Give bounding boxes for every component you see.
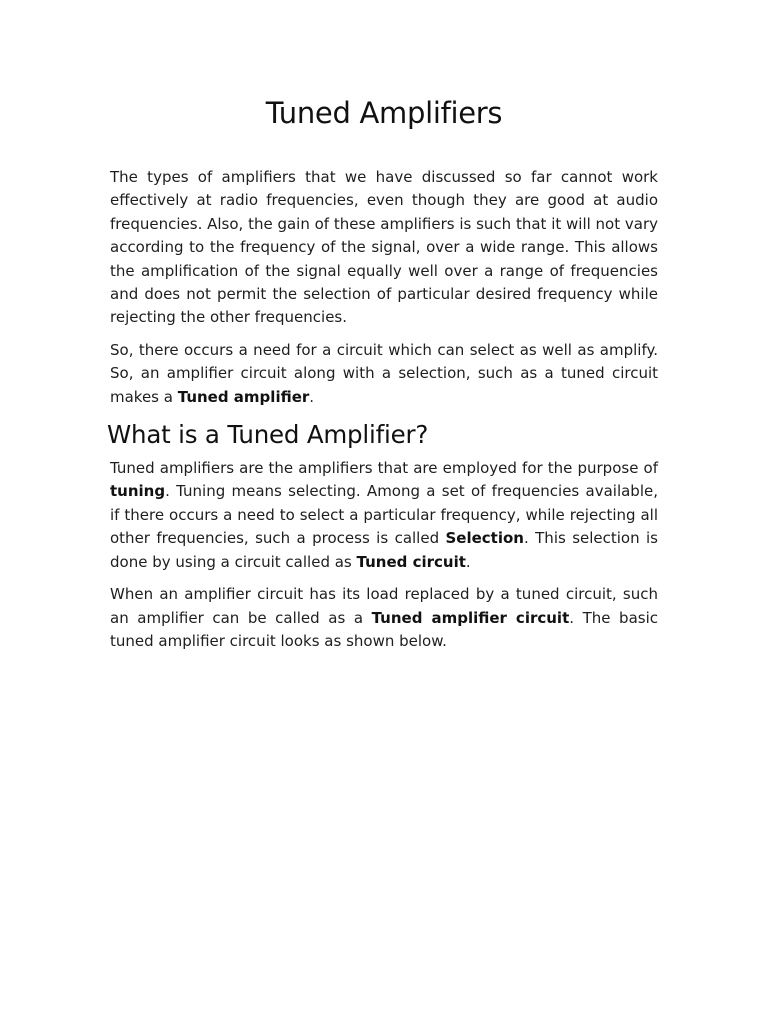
section-paragraph-1 — [110, 457, 658, 574]
document-body — [107, 166, 658, 662]
text-run: Tuned amplifiers are the amplifiers that are employed for the purpose of — [110, 459, 658, 478]
bold-term-tuned-circuit: Tuned circuit — [356, 552, 466, 571]
text-run: So, there occurs a need for a circuit which can select as well as amplify. So, an amplifier circuit along with a selection, such as a tuned circuit makes a — [110, 340, 658, 406]
text-run: . — [465, 552, 471, 571]
text-run: . The basic tuned amplifier circuit looks as shown below. — [110, 608, 658, 650]
bold-term-tuning: tuning — [110, 482, 166, 501]
bold-term-tuned-amplifier: Tuned amplifier — [177, 387, 310, 406]
section-paragraph-2 — [110, 583, 658, 653]
bold-term-selection: Selection — [445, 529, 524, 548]
intro-paragraph-2 — [110, 339, 658, 409]
text-run: . This selection is done by using a circuit called as — [110, 529, 658, 571]
text-run: When an amplifier circuit has its load replaced by a tuned circuit, such an amplifier can be called as a — [110, 585, 658, 627]
section-heading: What is a Tuned Amplifier? — [107, 420, 429, 450]
page-title: Tuned Amplifiers — [265, 96, 503, 130]
text-run: . Tuning means selecting. Among a set of frequencies available, if there occurs a need to select a particular frequency, while rejecting all other frequencies, such a process is called — [110, 482, 658, 548]
intro-paragraph-1: The types of amplifiers that we have discussed so far cannot work effectively at radio frequencies, even though they are good at audio frequencies. Also, the gain of these amplifiers is such that it will not vary according to the frequency of the signal, over a wide range. This allows the amplification of the signal equally well over a range of frequencies and does not permit the selection of particular desired frequency while rejecting the other frequencies. — [110, 168, 658, 327]
bold-term-tuned-amplifier-circuit: Tuned amplifier circuit — [371, 608, 570, 627]
text-run: . — [309, 387, 315, 406]
